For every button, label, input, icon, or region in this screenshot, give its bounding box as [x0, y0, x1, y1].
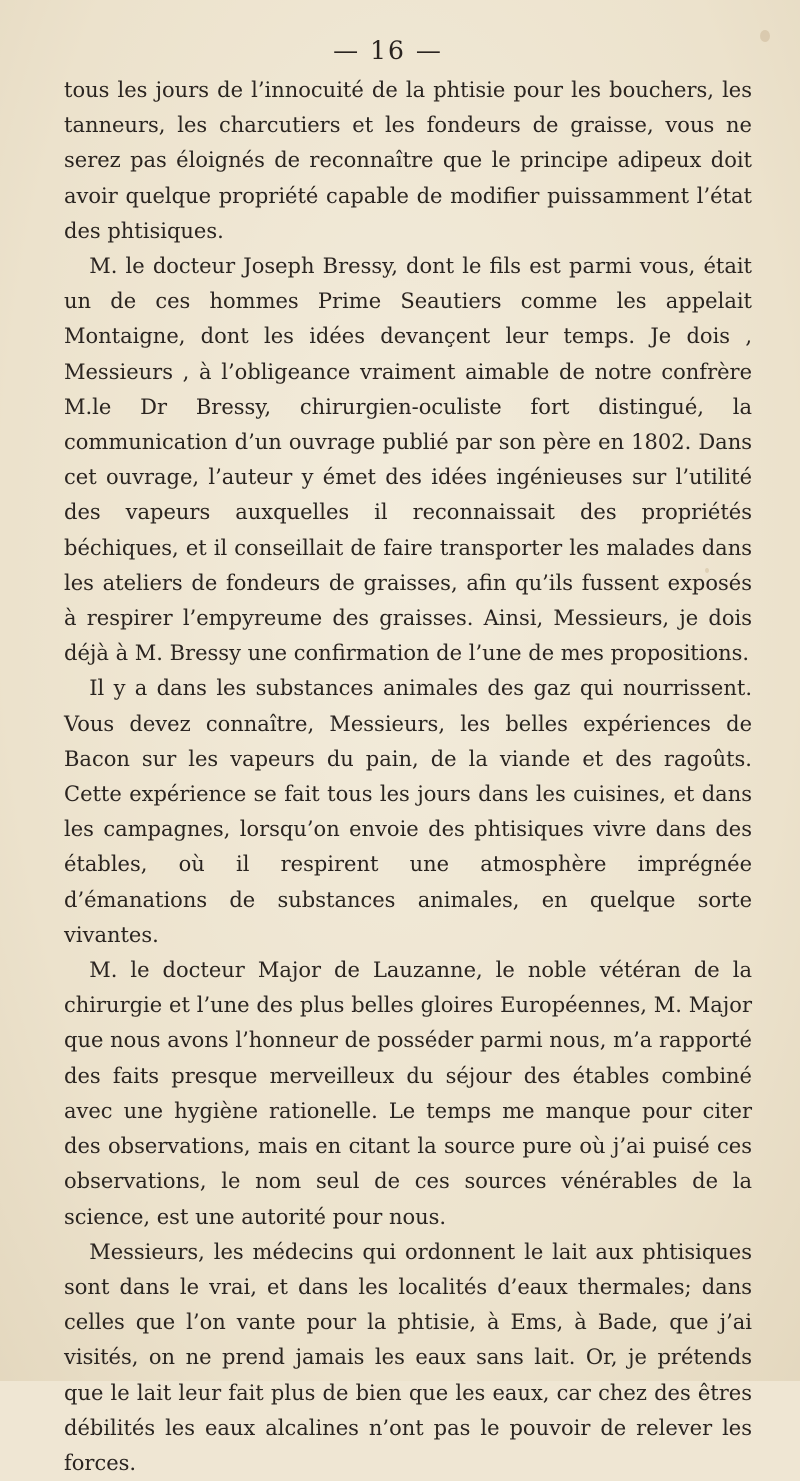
paragraph-2: M. le docteur Joseph Bressy, dont le fils est parmi vous, était un de ces hommes Prime Seautiers comme les appelait Montaigne, dont les idées devançent leur temps. Je dois , Messieurs , à l’obligeance vraiment aimable de notre confrère M.le Dr Bressy, chirurgien-oculiste fort distingué, la communication d’un ouvrage publié par son père en 1802. Dans cet ouvrage, l’auteur y émet des idées ingénieuses sur l’utilité des vapeurs auxquelles il reconnaissait des propriétés béchiques, et il conseillait de faire transporter les malades dans les ateliers de fondeurs de graisses, afin qu’ils fussent exposés à respirer l’empyreume des graisses. Ainsi, Messieurs, je dois déjà à M. Bressy une confirmation de l’une de mes propositions.: [64, 254, 752, 666]
paragraph-4: M. le docteur Major de Lauzanne, le noble vétéran de la chirurgie et l’une des plus belles gloires Européennes, M. Major que nous avons l’honneur de posséder parmi nous, m’a rapporté des faits presque merveilleux du séjour des étables combiné avec une hygiène rationelle. Le temps me manque pour citer des observations, mais en citant la source pure où j’ai puisé ces observations, le nom seul de ces sources vénérables de la science, est une autorité pour nous.: [64, 958, 752, 1229]
paper-stain: [705, 568, 709, 573]
paragraph-5: Messieurs, les médecins qui ordonnent le lait aux phtisiques sont dans le vrai, et dans les localités d’eaux thermales; dans celles que l’on vante pour la phtisie, à Ems, à Bade, que j’ai visités, on ne prend jamais les eaux sans lait. Or, je prétends que le lait leur fait plus de bien que les eaux, car chez des êtres débilités les eaux alcalines n’ont pas le pouvoir de relever les forces.: [64, 1239, 752, 1475]
paper-stain: [760, 30, 770, 42]
paragraph-3: Il y a dans les substances animales des gaz qui nourrissent. Vous devez connaître, Messieurs, les belles expériences de Bacon sur les vapeurs du pain, de la viande et des ragoûts. Cette expérience se fait tous les jours dans les cuisines, et dans les campagnes, lorsqu’on envoie des phtisiques vivre dans des étables, où il respirent une atmosphère imprégnée d’émanations de substances animales, en quelque sorte vivantes.: [64, 676, 752, 947]
paragraph-1: tous les jours de l’innocuité de la phtisie pour les bouchers, les tanneurs, les charcutiers et les fondeurs de graisse, vous ne serez pas éloignés de reconnaître que le principe adipeux doit avoir quelque propriété capable de modifier puissamment l’état des phtisiques.: [64, 78, 752, 243]
body-text: [64, 73, 752, 1481]
page-number: — 16 —: [333, 36, 443, 65]
